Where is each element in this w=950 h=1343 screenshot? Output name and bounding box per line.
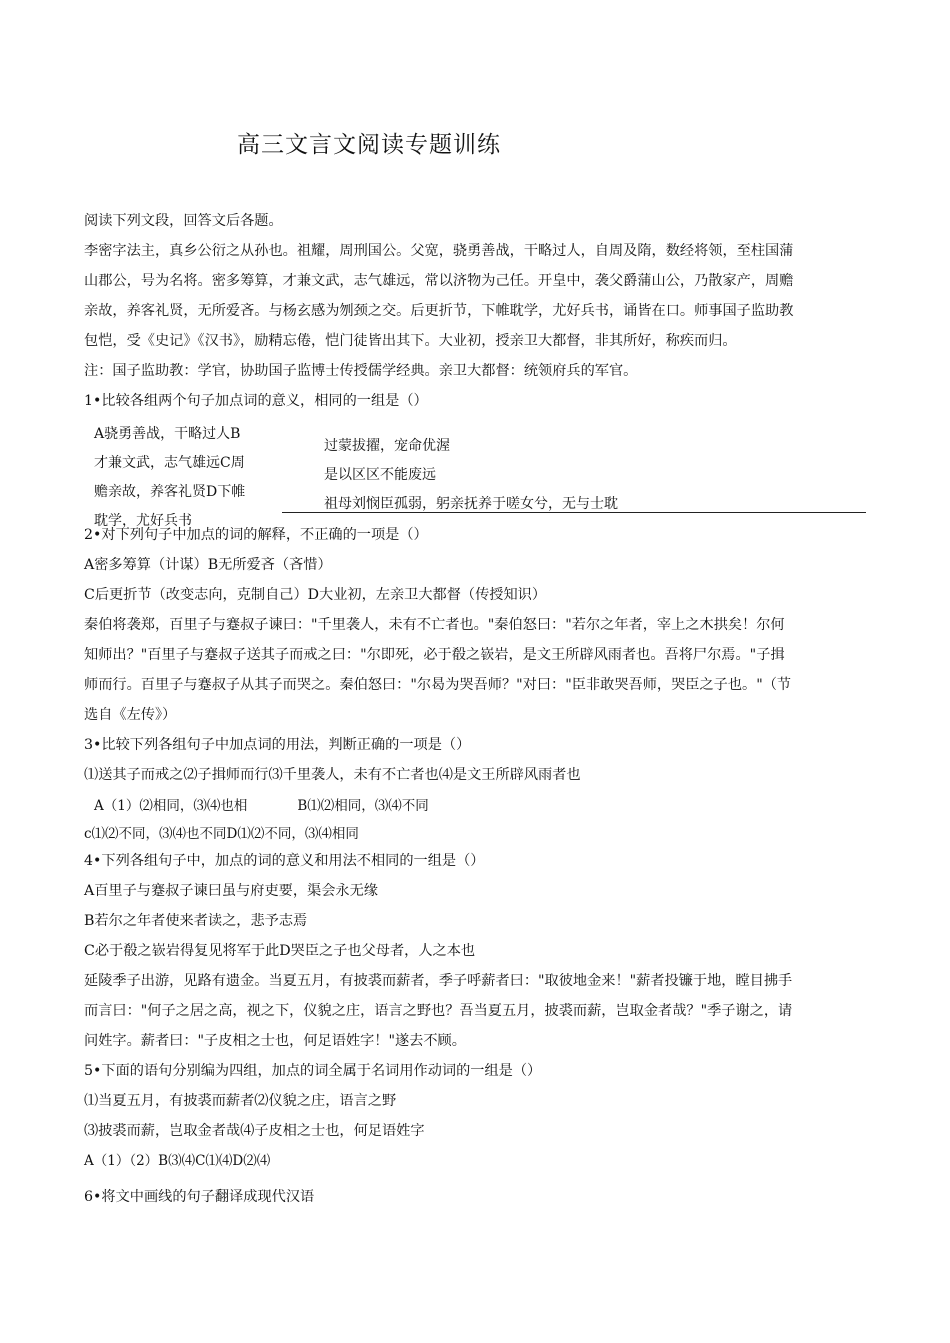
passage-line: 秦伯将袭郑，百里子与蹇叔子谏曰："千里袭人，未有不亡者也。"秦伯怒曰："若尔之年者，宰上之木拱矣！尔何: [84, 617, 785, 633]
question-2-option: C后更折节（改变志向，克制自己）D大业初，左亲卫大都督（传授知识）: [84, 587, 547, 603]
option-line: 赡亲故，养客礼贤D下帷: [94, 484, 246, 500]
question-6-stem: 6•将文中画线的句子翻译成现代汉语: [84, 1189, 315, 1205]
page-title: 高三文言文阅读专题训练: [237, 132, 501, 158]
question-3-option-a: A（1）⑵相同，⑶⑷也相: [94, 798, 248, 814]
passage-line: 包恺，受《史记》《汉书》，励精忘倦，恺门徒皆出其下。大业初，授亲卫大都督，非其所好，称疾而归。: [84, 333, 737, 349]
option-line: 祖母刘悯臣孤弱，躬亲抚养于嗟女兮，无与士耽: [324, 496, 618, 512]
passage-line: 延陵季子出游，见路有遗金。当夏五月，有披裘而薪者，季子呼薪者曰："取彼地金来！"薪者投镰于地，瞠目拂手: [84, 973, 793, 989]
document-body: [84, 206, 874, 1212]
question-5-stem: 5•下面的语句分别编为四组，加点的词全属于名词用作动词的一组是（）: [84, 1063, 542, 1079]
option-line: 耽学，尤好兵书: [94, 513, 192, 529]
question-5-options: A（1）（2）B⑶⑷C⑴⑷D⑵⑷: [84, 1153, 271, 1169]
passage-line: 而言曰："何子之居之高，视之下，仪貌之庄，语言之野也？吾当夏五月，披裘而薪，岂取金者哉？"季子谢之，请: [84, 1003, 793, 1019]
question-3-items: ⑴送其子而戒之⑵子揖师而行⑶千里袭人，未有不亡者也⑷是文王所辟风雨者也: [84, 767, 581, 783]
passage-line: 亲故，养客礼贤，无所爱吝。与杨玄感为刎颈之交。后更折节，下帷耽学，尤好兵书，诵皆在口。师事国子监助教: [84, 303, 794, 319]
question-1-left-column: [94, 420, 284, 529]
passage-line: 山郡公，号为名将。密多筹算，才兼文武，志气雄远，常以济物为己任。开皇中，袭父爵蒲山公，乃散家产，周赡: [84, 273, 794, 289]
question-1-right-column: [324, 432, 884, 519]
question-1-stem: 1•比较各组两个句子加点词的意义，相同的一组是（）: [84, 393, 428, 409]
passage-line: 选自《左传》）: [84, 707, 177, 723]
question-3-stem: 3•比较下列各组句子中加点词的用法，判断正确的一项是（）: [84, 737, 471, 753]
question-2-option: A密多筹算（计谋）B无所爱吝（吝惜）: [84, 557, 332, 573]
passage-3: [84, 966, 874, 1056]
question-5-item: ⑴当夏五月，有披裘而薪者⑵仪貌之庄，语言之野: [84, 1093, 397, 1109]
question-4-option: B若尔之年者使来者读之，悲予志焉: [84, 913, 308, 929]
question-3-option-b: B⑴⑵相同，⑶⑷不同: [297, 798, 429, 814]
passage-1: [84, 236, 874, 356]
intro-text: 阅读下列文段，回答文后各题。: [84, 213, 283, 229]
passage-line: 李密字法主，真乡公衍之从孙也。祖耀，周刑国公。父宽，骁勇善战，干略过人，自周及隋，数经将领，至柱国蒲: [84, 243, 794, 259]
option-line: A骁勇善战，干略过人B: [94, 426, 241, 442]
question-3-options-cd: c⑴⑵不同，⑶⑷也不同D⑴⑵不同，⑶⑷相同: [84, 826, 359, 842]
question-4-option: A百里子与蹇叔子谏曰虽与府吏要，渠会永无缘: [84, 883, 378, 899]
passage-2: [84, 610, 874, 730]
question-5-item: ⑶披裘而薪，岂取金者哉⑷子皮相之士也，何足语姓字: [84, 1123, 425, 1139]
question-4-stem: 4•下列各组句子中，加点的词的意义和用法不相同的一组是（）: [84, 853, 485, 869]
passage-line: 知师出？"百里子与蹇叔子送其子而戒之曰："尔即死，必于殽之嵚岩，是文王所辟风雨者也。吾将尸尔焉。"子揖: [84, 647, 785, 663]
option-line: 是以区区不能废远: [324, 467, 436, 483]
note-text: 注：国子监助教：学官，协助国子监博士传授儒学经典。亲卫大都督：统领府兵的军官。: [84, 363, 638, 379]
table-rule: [282, 512, 866, 513]
question-4-option: C必于殽之嵚岩得复见将军于此D哭臣之子也父母者，人之本也: [84, 943, 476, 959]
passage-line: 问姓字。薪者曰："子皮相之士也，何足语姓字！"遂去不顾。: [84, 1033, 466, 1049]
question-2-stem: 2•对下列句子中加点的词的解释，不正确的一项是（）: [84, 527, 428, 543]
option-line: 才兼文武，志气雄远C周: [94, 455, 245, 471]
passage-line: 师而行。百里子与蹇叔子从其子而哭之。秦伯怒曰："尔曷为哭吾师？"对曰："臣非敢哭吾师，哭臣之子也。"（节: [84, 677, 792, 693]
question-1-options: [84, 420, 874, 529]
option-line: 过蒙拔擢，宠命优渥: [324, 438, 450, 454]
question-3-options-ab: [84, 790, 874, 822]
